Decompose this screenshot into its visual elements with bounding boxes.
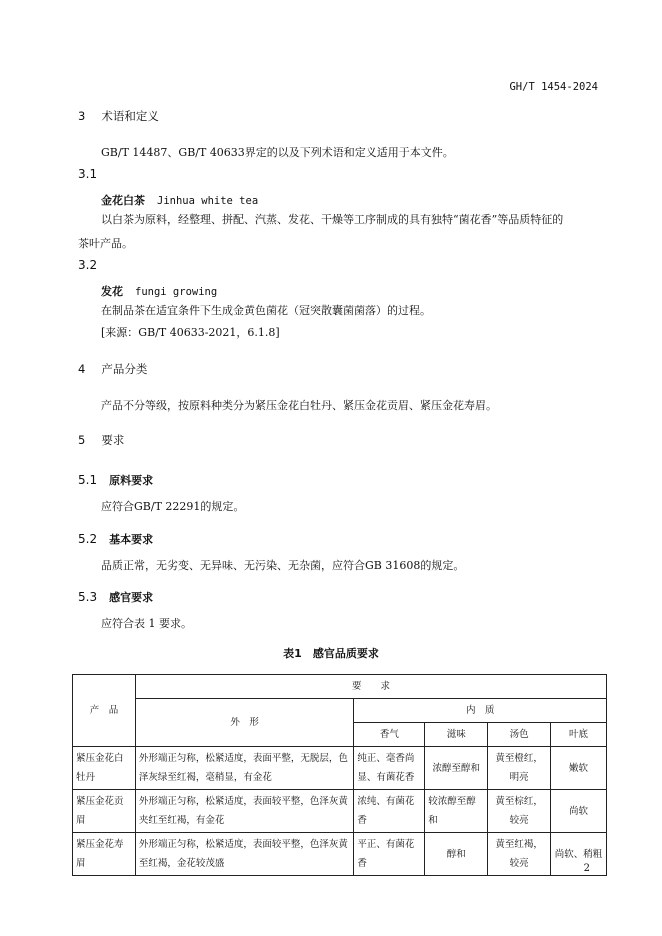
clause-5-3-heading <box>78 586 153 605</box>
clause-title: 原料要求 <box>109 474 154 487</box>
cell-leaf-base: 尚软 <box>551 790 607 833</box>
section-title: 要求 <box>101 433 125 447</box>
document-code: GH/T 1454-2024 <box>509 81 598 93</box>
definition-3-1-line2: 茶叶产品。 <box>78 237 133 250</box>
clause-number: 5.3 <box>78 590 98 604</box>
clause-number: 5.1 <box>78 473 98 487</box>
section-3-heading <box>78 108 159 124</box>
section-4-text: 产品不分等级，按原料种类分为紧压金花白牡丹、紧压金花贡眉、紧压金花寿眉。 <box>101 399 497 412</box>
header-taste: 滋味 <box>425 723 488 747</box>
clause-number: 5.2 <box>78 532 98 546</box>
clause-title: 基本要求 <box>109 533 154 546</box>
clause-5-1-text: 应符合GB/T 22291的规定。 <box>101 500 245 513</box>
term-3-2 <box>101 280 217 299</box>
cell-liquor-color: 黄至棕红，较亮 <box>488 790 551 833</box>
cell-product: 紧压金花寿眉 <box>73 833 136 876</box>
term-english: fungi growing <box>135 286 218 298</box>
table-row <box>73 747 607 790</box>
header-requirement: 要 求 <box>135 675 606 699</box>
header-product: 产 品 <box>73 675 136 747</box>
clause-title: 感官要求 <box>109 591 154 604</box>
section-number: 5 <box>78 433 86 447</box>
cell-appearance: 外形端正匀称，松紧适度，表面较平整，色泽灰黄夹红至红褐，有金花 <box>135 790 354 833</box>
cell-aroma: 浓纯、有菌花香 <box>354 790 425 833</box>
clause-3-2-number: 3.2 <box>78 258 98 272</box>
section-number: 4 <box>78 362 86 376</box>
definition-3-2: 在制品茶在适宜条件下生成金黄色菌花（冠突散囊菌菌落）的过程。 <box>101 304 431 317</box>
cell-liquor-color: 黄至橙红，明亮 <box>488 747 551 790</box>
section-5-heading <box>78 432 124 448</box>
cell-appearance: 外形端正匀称，松紧适度，表面平整，无脱层，色泽灰绿至红褐，毫稍显，有金花 <box>135 747 354 790</box>
header-appearance: 外 形 <box>135 699 354 747</box>
term-chinese: 金花白茶 <box>101 194 145 207</box>
header-aroma: 香气 <box>354 723 425 747</box>
definition-3-1-line1: 以白茶为原料，经整理、拼配、汽蒸、发花、干燥等工序制成的具有独特“菌花香”等品质特征的 <box>101 213 564 226</box>
clause-5-3-text: 应符合表 1 要求。 <box>101 617 192 630</box>
header-leaf-base: 叶底 <box>551 723 607 747</box>
section-title: 产品分类 <box>101 362 148 376</box>
term-english: Jinhua white tea <box>157 195 259 207</box>
section-4-heading <box>78 361 147 377</box>
cell-product: 紧压金花贡眉 <box>73 790 136 833</box>
header-liquor-color: 汤色 <box>488 723 551 747</box>
section-number: 3 <box>78 109 86 123</box>
term-3-1 <box>101 189 258 208</box>
clause-3-1-number: 3.1 <box>78 167 98 181</box>
clause-5-1-heading <box>78 469 153 488</box>
term-chinese: 发花 <box>101 285 123 298</box>
section-3-intro: GB/T 14487、GB/T 40633界定的以及下列术语和定义适用于本文件。 <box>101 146 454 159</box>
cell-product: 紧压金花白牡丹 <box>73 747 136 790</box>
clause-5-2-heading <box>78 528 153 547</box>
cell-liquor-color: 黄至红褐，较亮 <box>488 833 551 876</box>
table-row <box>73 790 607 833</box>
cell-appearance: 外形端正匀称，松紧适度，表面较平整，色泽灰黄至红褐，金花较茂盛 <box>135 833 354 876</box>
table-row <box>73 833 607 876</box>
clause-5-2-text: 品质正常，无劣变、无异味、无污染、无杂菌，应符合GB 31608的规定。 <box>101 559 465 572</box>
cell-leaf-base: 嫩软 <box>551 747 607 790</box>
page-number: 2 <box>583 863 590 874</box>
section-title: 术语和定义 <box>101 109 159 123</box>
cell-aroma: 纯正、毫香尚显、有菌花香 <box>354 747 425 790</box>
cell-taste: 醇和 <box>425 833 488 876</box>
header-inner-quality: 内 质 <box>354 699 607 723</box>
definition-3-2-source: [来源：GB/T 40633-2021，6.1.8] <box>101 326 280 339</box>
sensory-requirements-table <box>72 674 607 876</box>
cell-taste: 浓醇至醇和 <box>425 747 488 790</box>
cell-aroma: 平正、有菌花香 <box>354 833 425 876</box>
cell-leaf-base: 尚软、稍粗 <box>551 833 607 876</box>
cell-taste: 较浓醇至醇和 <box>425 790 488 833</box>
table-caption: 表1 感官品质要求 <box>283 647 379 660</box>
